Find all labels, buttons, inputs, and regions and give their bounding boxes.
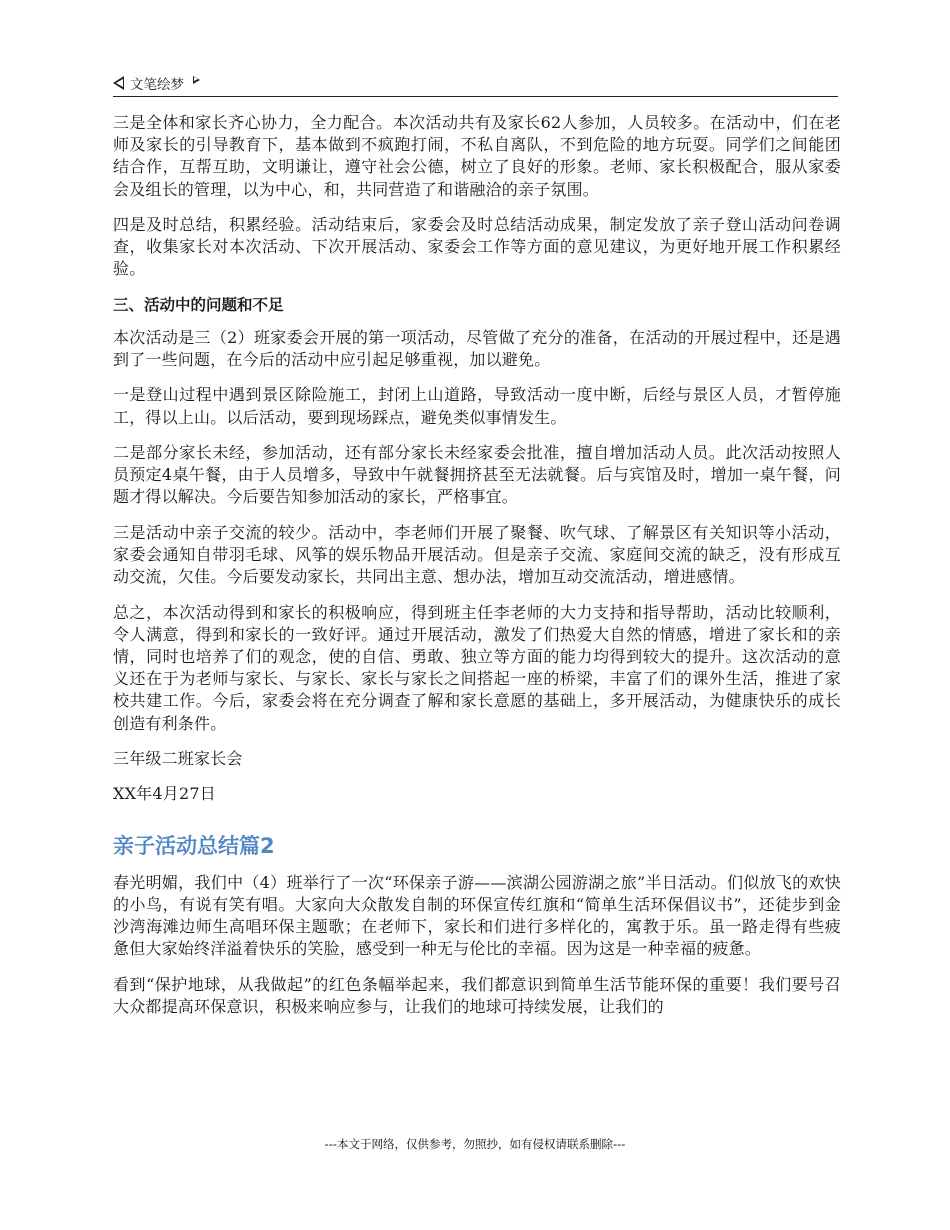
paragraph: 三是全体和家长齐心协力，全力配合。本次活动共有及家长62人参加，人员较多。在活动中，们在老师及家长的引导教育下，基本做到不疯跑打闹，不私自离队，不到危险的地方玩耍。同学们之间能团结合作，互帮互助，文明谦让，遵守社会公德，树立了良好的形象。老师、家长积极配合，服从家委会及组长的管理，以为中心，和，共同营造了和谐融洽的亲子氛围。	[113, 113, 841, 199]
signature: 三年级二班家长会	[113, 748, 243, 768]
document-body	[113, 112, 841, 1031]
paragraph: 三是活动中亲子交流的较少。活动中，李老师们开展了聚餐、吹气球、了解景区有关知识等小活动，家委会通知自带羽毛球、风筝的娱乐物品开展活动。但是亲子交流、家庭间交流的缺乏，没有形成互动交流，欠佳。今后要发动家长，共同出主意、想办法，增加互动交流活动，增进感情。	[113, 522, 841, 587]
paragraph: 看到“保护地球，从我做起”的红色条幅举起来，我们都意识到简单生活节能环保的重要！我们要号召大众都提高环保意识，积极来响应参与，让我们的地球可持续发展，让我们的	[113, 974, 841, 1016]
triangle-right-icon	[193, 76, 200, 84]
section-heading-problems: 三、活动中的问题和不足	[113, 295, 284, 314]
paragraph: 四是及时总结，积累经验。活动结束后，家委会及时总结活动成果，制定发放了亲子登山活动问卷调查，收集家长对本次活动、下次开展活动、家委会工作等方面的意见建议，为更好地开展工作积累经验。	[113, 215, 841, 279]
paragraph: 总之，本次活动得到和家长的积极响应，得到班主任李老师的大力支持和指导帮助，活动比较顺利，令人满意，得到和家长的一致好评。通过开展活动，激发了们热爱大自然的情感，增进了家长和的亲情，同时也培养了们的观念，使的自信、勇敢、独立等方面的能力均得到较大的提升。这次活动的意义还在于为老师与家长、与家长、家长与家长之间搭起一座的桥梁，丰富了们的课外生活，推进了家校共建工作。今后，家委会将在充分调查了解和家长意愿的基础上，多开展活动，为健康快乐的成长创造有利条件。	[113, 602, 841, 733]
page-header	[113, 70, 838, 97]
article-title: 亲子活动总结篇2	[113, 833, 275, 858]
paragraph: 二是部分家长未经，参加活动，还有部分家长未经家委会批准，擅自增加活动人员。此次活动按照人员预定4桌午餐，由于人员增多，导致中午就餐拥挤甚至无法就餐。后与宾馆及时，增加一桌午餐，问题才得以解决。今后要告知参加活动的家长，严格事宜。	[113, 442, 841, 507]
paragraph: 春光明媚，我们中（4）班举行了一次“环保亲子游——滨湖公园游湖之旅”半日活动。们似放飞的欢快的小鸟，有说有笑有唱。大家向大众散发自制的环保宣传红旗和“简单生活环保倡议书”，还徒步到金沙湾海滩边师生高唱环保主题歌；在老师下，家长和们进行多样化的，寓教于乐。虽一路走得有些疲惫但大家始终洋溢着快乐的笑脸，感受到一种无与伦比的幸福。因为这是一种幸福的疲惫。	[113, 872, 841, 959]
brand-name: 文笔绘梦	[130, 77, 184, 93]
paragraph: 本次活动是三（2）班家委会开展的第一项活动，尽管做了充分的准备，在活动的开展过程中，还是遇到了一些问题，在今后的活动中应引起足够重视，加以避免。	[113, 327, 841, 369]
date: XX年4月27日	[113, 784, 216, 804]
paragraph: 一是登山过程中遇到景区除险施工，封闭上山道路，导致活动一度中断，后经与景区人员，才暂停施工，得以上山。以后活动，要到现场踩点，避免类似事情发生。	[113, 385, 841, 427]
brand	[113, 73, 200, 93]
footer-disclaimer: ---本文于网络，仅供参考，勿照抄，如有侵权请联系删除---	[324, 1137, 626, 1151]
triangle-left-icon	[113, 76, 124, 90]
